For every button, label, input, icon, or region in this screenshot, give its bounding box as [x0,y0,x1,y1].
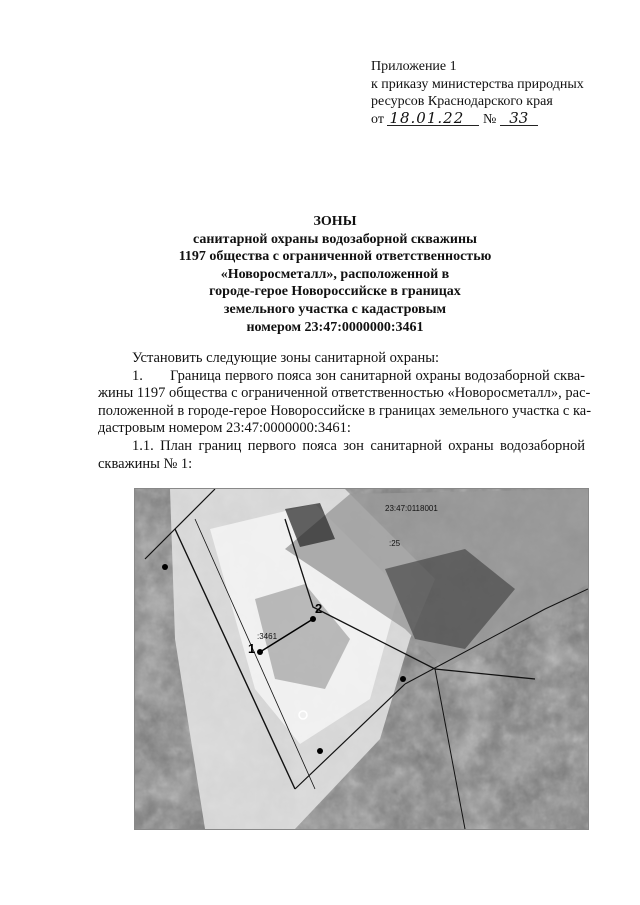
document-title [100,213,570,336]
boundary-vertex [400,676,406,682]
item-1-line: положенной в городе-герое Новороссийске в границах земельного участка с ка- [98,402,592,419]
item-1-1-line: 1.1. План границ первого пояса зон санитарной охраны водозаборной [132,437,585,454]
title-line: номером 23:47:0000000:3461 [246,319,424,335]
item-1-paragraph [98,367,592,438]
map-image [135,489,588,829]
title-line: городе-герое Новороссийске в границах [209,284,461,300]
boundary-point-1 [257,649,263,655]
appendix-line-ministry: ресурсов Краснодарского края [371,94,553,109]
document-body [98,350,592,473]
date-prefix: от [371,111,384,127]
cadastral-block-label: 23:47:0118001 [385,504,438,513]
intro-paragraph: Установить следующие зоны санитарной охраны: [132,350,439,366]
title-line: «Новоросметалл», расположенной в [220,266,450,282]
point-2-label: 2 [315,601,323,616]
item-1-number: 1. [132,367,143,384]
title-line: 1197 общества с ограниченной ответственностью [178,249,492,265]
boundary-vertex [317,748,323,754]
item-1-1-line: скважины № 1: [98,455,193,472]
aerial-boundary-map [134,488,589,830]
boundary-vertex [162,564,168,570]
appendix-date-line [371,108,631,129]
number-prefix: № [482,111,497,127]
boundary-point-2 [310,616,316,622]
parcel-25-label: :25 [389,539,401,548]
item-1-first-line [98,368,585,386]
appendix-header [371,58,631,128]
parcel-3461-label: :3461 [257,632,278,641]
handwritten-number: 33 [500,111,538,126]
point-1-label: 1 [248,641,256,656]
item-1-line: дастровым номером 23:47:0000000:3461: [98,420,351,437]
appendix-line-order: к приказу министерства природных [371,76,584,92]
handwritten-date: 18.01.22 [387,111,479,126]
item-1-1-paragraph [98,438,585,473]
title-line: санитарной охраны водозаборной скважины [193,231,477,247]
title-line: земельного участка с кадастровым [223,301,447,317]
item-1-text: Граница первого пояса зон санитарной охраны водозаборной сква- [170,367,585,384]
appendix-title: Приложение 1 [371,59,457,74]
item-1-line: жины 1197 общества с ограниченной ответственностью «Новоросметалл», рас- [98,385,591,402]
title-heading: ЗОНЫ [313,214,357,229]
